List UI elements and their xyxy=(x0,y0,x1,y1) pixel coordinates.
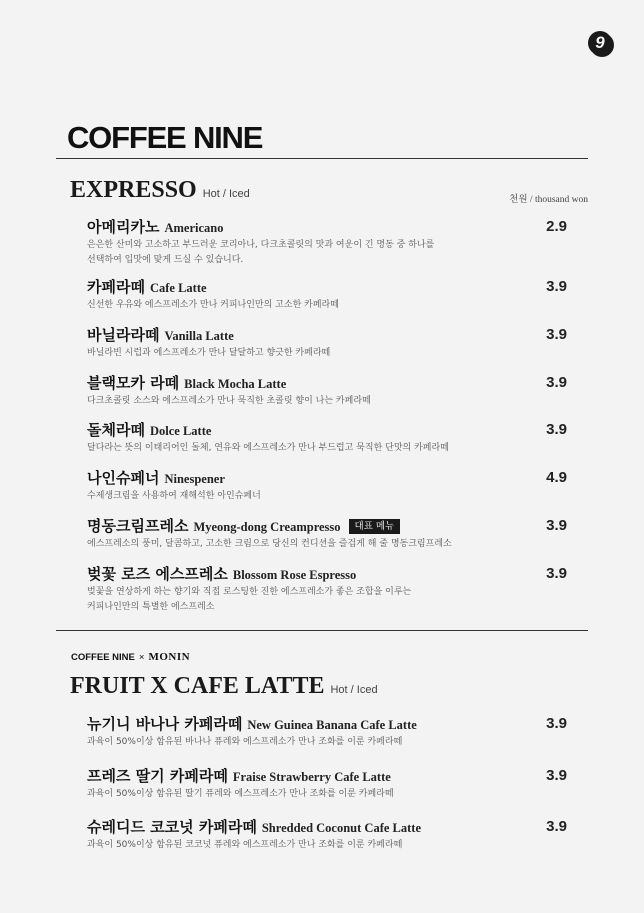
menu-item xyxy=(87,564,567,614)
menu-item-english-name: Cafe Latte xyxy=(149,281,207,295)
menu-item xyxy=(87,217,567,267)
menu-item-english-name: New Guinea Banana Cafe Latte xyxy=(247,718,417,732)
menu-item-description: 은은한 산미와 고소하고 부드러운 코리아나, 다크초콜릿의 맛과 여운이 긴 명동 중 하나를 xyxy=(87,240,435,250)
menu-item-header xyxy=(87,468,567,488)
header-divider xyxy=(56,158,588,159)
menu-item xyxy=(87,516,567,551)
collaboration-logo xyxy=(71,651,190,663)
menu-item-price: 3.9 xyxy=(546,818,567,835)
menu-item-header xyxy=(87,766,567,786)
menu-item-description: 신선한 우유와 에스프레소가 만나 커피나인만의 고소한 카페라떼 xyxy=(87,300,339,310)
fruit-title: FRUIT X CAFE LATTE xyxy=(70,673,325,699)
menu-item-english-name: Dolce Latte xyxy=(149,424,212,438)
menu-item xyxy=(87,714,567,749)
brand-logo-icon: 9 xyxy=(588,31,612,55)
menu-item xyxy=(87,420,567,455)
menu-item-english-name: Myeong-dong Creampresso xyxy=(193,520,341,534)
fruit-subtitle: Hot / Iced xyxy=(330,684,378,696)
menu-item-header xyxy=(87,817,567,837)
menu-item-korean-name: 바닐라라떼 xyxy=(87,326,160,344)
menu-item-price: 3.9 xyxy=(546,374,567,391)
menu-item-description: 수제생크림을 사용하여 재해석한 아인슈페너 xyxy=(87,491,261,501)
menu-item xyxy=(87,325,567,360)
menu-item-header xyxy=(87,516,567,536)
fruit-section-heading xyxy=(70,672,378,704)
page-title: COFFEE NINE xyxy=(67,120,263,155)
menu-item-price: 3.9 xyxy=(546,517,567,534)
menu-item-korean-name: 프레즈 딸기 카페라떼 xyxy=(87,767,228,785)
price-unit-label: 천원 / thousand won xyxy=(509,195,588,205)
menu-item-description: 커피나인만의 특별한 에스프레소 xyxy=(87,602,215,612)
menu-item-price: 3.9 xyxy=(546,278,567,295)
collab-brand-right: MONIN xyxy=(148,651,191,663)
expresso-subtitle: Hot / Iced xyxy=(202,188,250,200)
collab-cross: × xyxy=(138,652,145,663)
menu-item xyxy=(87,277,567,312)
menu-item-header xyxy=(87,373,567,393)
menu-item-description: 달다라는 뜻의 이태리어인 돌체, 연유와 에스프레소가 만나 부드럽고 묵직한 단맛의 카페라떼 xyxy=(87,443,449,453)
menu-item-price: 3.9 xyxy=(546,565,567,582)
menu-item-description: 과육이 50%이상 함유된 코코넛 퓨레와 에스프레소가 만나 조화를 이룬 카페라떼 xyxy=(87,840,403,850)
menu-item-price: 3.9 xyxy=(546,326,567,343)
menu-item-description: 다크초콜릿 소스와 에스프레소가 만나 묵직한 초콜릿 향이 나는 카페라떼 xyxy=(87,396,371,406)
menu-item xyxy=(87,468,567,503)
menu-item-korean-name: 벚꽃 로즈 에스프레소 xyxy=(87,565,228,583)
menu-item-description: 과육이 50%이상 함유된 바나나 퓨레와 에스프레소가 만나 조화를 이룬 카페라떼 xyxy=(87,737,403,747)
menu-item-description: 바닐라빈 시럽과 에스프레소가 만나 달달하고 향긋한 카페라떼 xyxy=(87,348,331,358)
menu-item-header xyxy=(87,217,567,237)
menu-item-header xyxy=(87,714,567,734)
menu-item-korean-name: 아메리카노 xyxy=(87,218,160,236)
menu-item-english-name: Black Mocha Latte xyxy=(184,377,287,391)
menu-item-price: 3.9 xyxy=(546,421,567,438)
menu-item-english-name: Shredded Coconut Cafe Latte xyxy=(261,821,421,835)
menu-item-header xyxy=(87,325,567,345)
expresso-section-heading xyxy=(70,176,250,208)
expresso-title: EXPRESSO xyxy=(70,177,197,203)
menu-item-english-name: Vanilla Latte xyxy=(164,329,234,343)
menu-item-korean-name: 돌체라떼 xyxy=(87,421,145,439)
menu-item-korean-name: 슈레디드 코코넛 카페라떼 xyxy=(87,818,257,836)
section-divider xyxy=(56,630,588,631)
menu-item-description: 에스프레소의 풍미, 달콤하고, 고소한 크림으로 당신의 컨디션을 즐겁게 해 줄 명동크림프레소 xyxy=(87,539,452,549)
menu-item-korean-name: 뉴기니 바나나 카페라떼 xyxy=(87,715,243,733)
menu-item-description: 과육이 50%이상 함유된 딸기 퓨레와 에스프레소가 만나 조화를 이룬 카페라떼 xyxy=(87,789,394,799)
menu-item-korean-name: 블랙모카 라떼 xyxy=(87,374,180,392)
menu-item-description: 선택하여 입맛에 맞게 드실 수 있습니다. xyxy=(87,255,244,265)
menu-item-price: 4.9 xyxy=(546,469,567,486)
menu-item-description: 벚꽃을 연상하게 하는 향기와 직접 로스팅한 진한 에스프레소가 좋은 조합을 이루는 xyxy=(87,587,412,597)
menu-item-price: 3.9 xyxy=(546,715,567,732)
menu-item xyxy=(87,766,567,801)
menu-item-korean-name: 나인슈페너 xyxy=(87,469,160,487)
menu-item xyxy=(87,817,567,852)
collab-brand-left: COFFEE NINE xyxy=(71,652,135,663)
menu-item-english-name: Fraise Strawberry Cafe Latte xyxy=(232,770,391,784)
menu-item-header xyxy=(87,277,567,297)
menu-item-korean-name: 카페라떼 xyxy=(87,278,145,296)
menu-item-english-name: Americano xyxy=(164,221,224,235)
menu-item-english-name: Blossom Rose Espresso xyxy=(232,568,357,582)
signature-menu-badge: 대표 메뉴 xyxy=(349,519,401,534)
menu-item-header xyxy=(87,420,567,440)
menu-item-price: 2.9 xyxy=(546,218,567,235)
menu-item-price: 3.9 xyxy=(546,767,567,784)
menu-item xyxy=(87,373,567,408)
menu-item-english-name: Ninespener xyxy=(164,472,225,486)
menu-item-korean-name: 명동크림프레소 xyxy=(87,517,189,535)
menu-item-header xyxy=(87,564,567,584)
